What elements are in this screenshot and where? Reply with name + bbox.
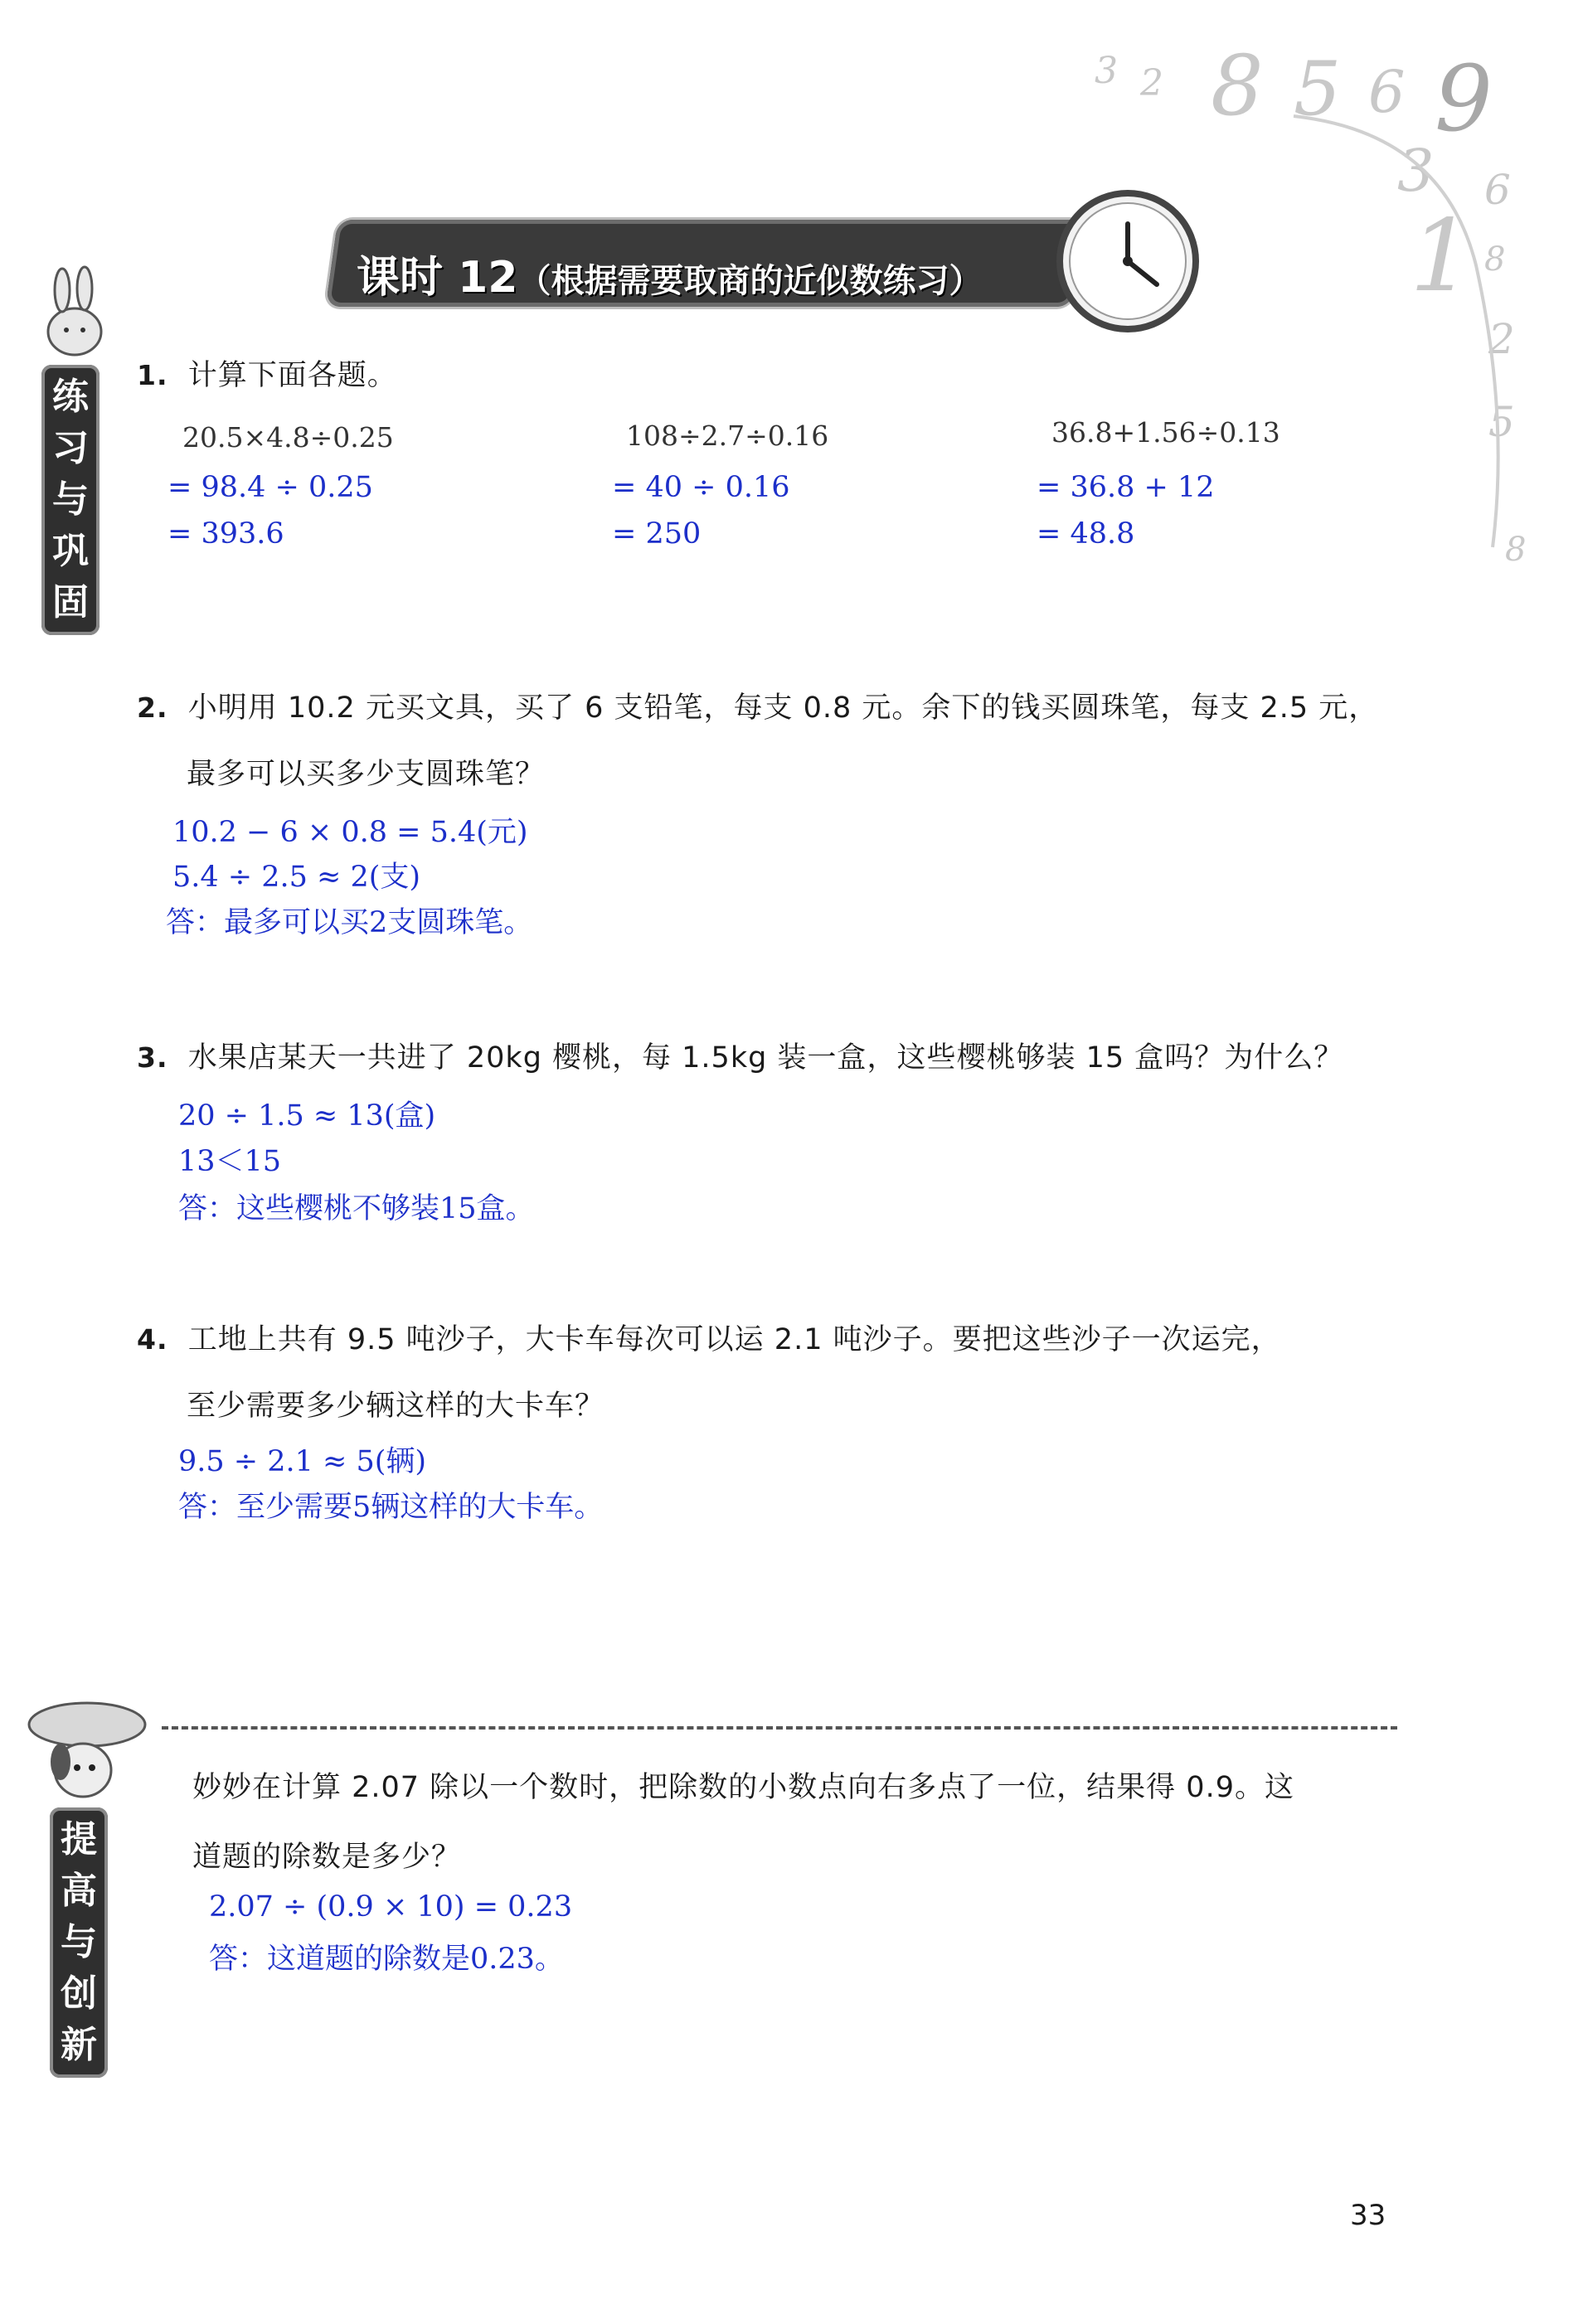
deco-digit: 3: [1397, 137, 1435, 205]
question-1: [137, 352, 397, 394]
answer-line: 答：这道题的除数是0.23。: [209, 1943, 564, 1976]
answer-line: 2.07 ÷ (0.9 × 10) = 0.23: [209, 1890, 573, 1924]
side-label-char: 与: [61, 1921, 97, 1963]
question-number: 3.: [137, 1041, 168, 1074]
calc-expression: 108÷2.7÷0.16: [626, 420, 829, 452]
question-text-cont: 最多可以买多少支圆珠笔？: [187, 758, 546, 791]
deco-digit: 6: [1484, 166, 1511, 214]
side-label-char: 新: [61, 2024, 97, 2066]
side-label-char: 固: [52, 581, 89, 623]
deco-digit: 6: [1368, 58, 1406, 126]
question-text-cont: 至少需要多少辆这样的大卡车？: [187, 1390, 605, 1423]
side-label-char: 练: [52, 376, 89, 418]
answer-step: = 40 ÷ 0.16: [612, 471, 790, 504]
question-text: 水果店某天一共进了 20kg 樱桃，每 1.5kg 装一盒，这些樱桃够装 15 盒吗？为什么？: [187, 1041, 1344, 1075]
side-label-char: 创: [61, 1972, 97, 2015]
answer-line: 20 ÷ 1.5 ≈ 13(盒): [178, 1099, 436, 1133]
lesson-subtitle: （根据需要取商的近似数练习）: [517, 262, 983, 300]
answer-line: 答：最多可以买2支圆珠笔。: [166, 906, 533, 939]
side-label-char: 习: [52, 427, 89, 469]
side-label-char: 巩: [52, 530, 89, 572]
question-number: 1.: [137, 359, 168, 391]
answer-step: = 98.4 ÷ 0.25: [168, 471, 373, 504]
question-text: 小明用 10.2 元买文具，买了 6 支铅笔，每支 0.8 元。余下的钱买圆珠笔，每支 2.5 元，: [187, 691, 1379, 725]
deco-digit: 9: [1435, 46, 1493, 152]
deco-digit: 1: [1410, 199, 1474, 314]
question-number: 2.: [137, 691, 168, 724]
side-label-char: 提: [61, 1818, 97, 1861]
question-2: [137, 685, 1378, 726]
question-3: [137, 1035, 1343, 1076]
page-number: 33: [1350, 2199, 1386, 2232]
deco-digit: 8: [1505, 531, 1527, 569]
side-label-char: 与: [52, 478, 89, 521]
side-label-char: 高: [61, 1870, 97, 1912]
answer-line: 10.2 − 6 × 0.8 = 5.4(元): [172, 816, 528, 849]
calc-expression: 20.5×4.8÷0.25: [182, 421, 394, 454]
answer-line: 答：这些樱桃不够装15盒。: [178, 1192, 535, 1225]
section-divider: [162, 1726, 1397, 1730]
answer-step: = 36.8 + 12: [1037, 471, 1215, 504]
answer-step: = 48.8: [1037, 517, 1135, 551]
deco-digit: 5: [1488, 398, 1515, 446]
deco-digit: 3: [1095, 50, 1118, 92]
deco-curve: [1277, 99, 1526, 564]
deco-digit: 5: [1294, 46, 1342, 133]
answer-line: 13＜15: [178, 1145, 282, 1178]
deco-digit: 8: [1484, 240, 1506, 279]
question-number: 4.: [137, 1323, 168, 1356]
challenge-question: 妙妙在计算 2.07 除以一个数时，把除数的小数点向右多点了一位，结果得 0.9。这: [192, 1771, 1294, 1804]
clock-icon: [1053, 187, 1202, 336]
deco-digit: 2: [1140, 62, 1163, 104]
answer-step: = 250: [612, 517, 702, 551]
bunny-icon: [25, 265, 116, 365]
calc-expression: 36.8+1.56÷0.13: [1051, 416, 1280, 449]
question-text: 工地上共有 9.5 吨沙子，大卡车每次可以运 2.1 吨沙子。要把这些沙子一次运完，: [187, 1323, 1281, 1356]
deco-digit: 8: [1211, 37, 1264, 134]
answer-step: = 393.6: [168, 517, 284, 551]
answer-line: 答：至少需要5辆这样的大卡车。: [178, 1491, 604, 1524]
deco-digit: 2: [1488, 315, 1515, 363]
side-label-practice: [41, 365, 100, 635]
lesson-number: 课时 12: [357, 253, 518, 303]
puppy-icon: [21, 1691, 153, 1807]
question-4: [137, 1317, 1281, 1358]
challenge-question-cont: 道题的除数是多少？: [192, 1841, 462, 1874]
answer-line: 5.4 ÷ 2.5 ≈ 2(支): [172, 861, 421, 894]
answer-line: 9.5 ÷ 2.1 ≈ 5(辆): [178, 1445, 427, 1478]
question-text: 计算下面各题。: [187, 359, 397, 392]
page-title: [357, 242, 982, 304]
side-label-improve: [50, 1807, 108, 2078]
